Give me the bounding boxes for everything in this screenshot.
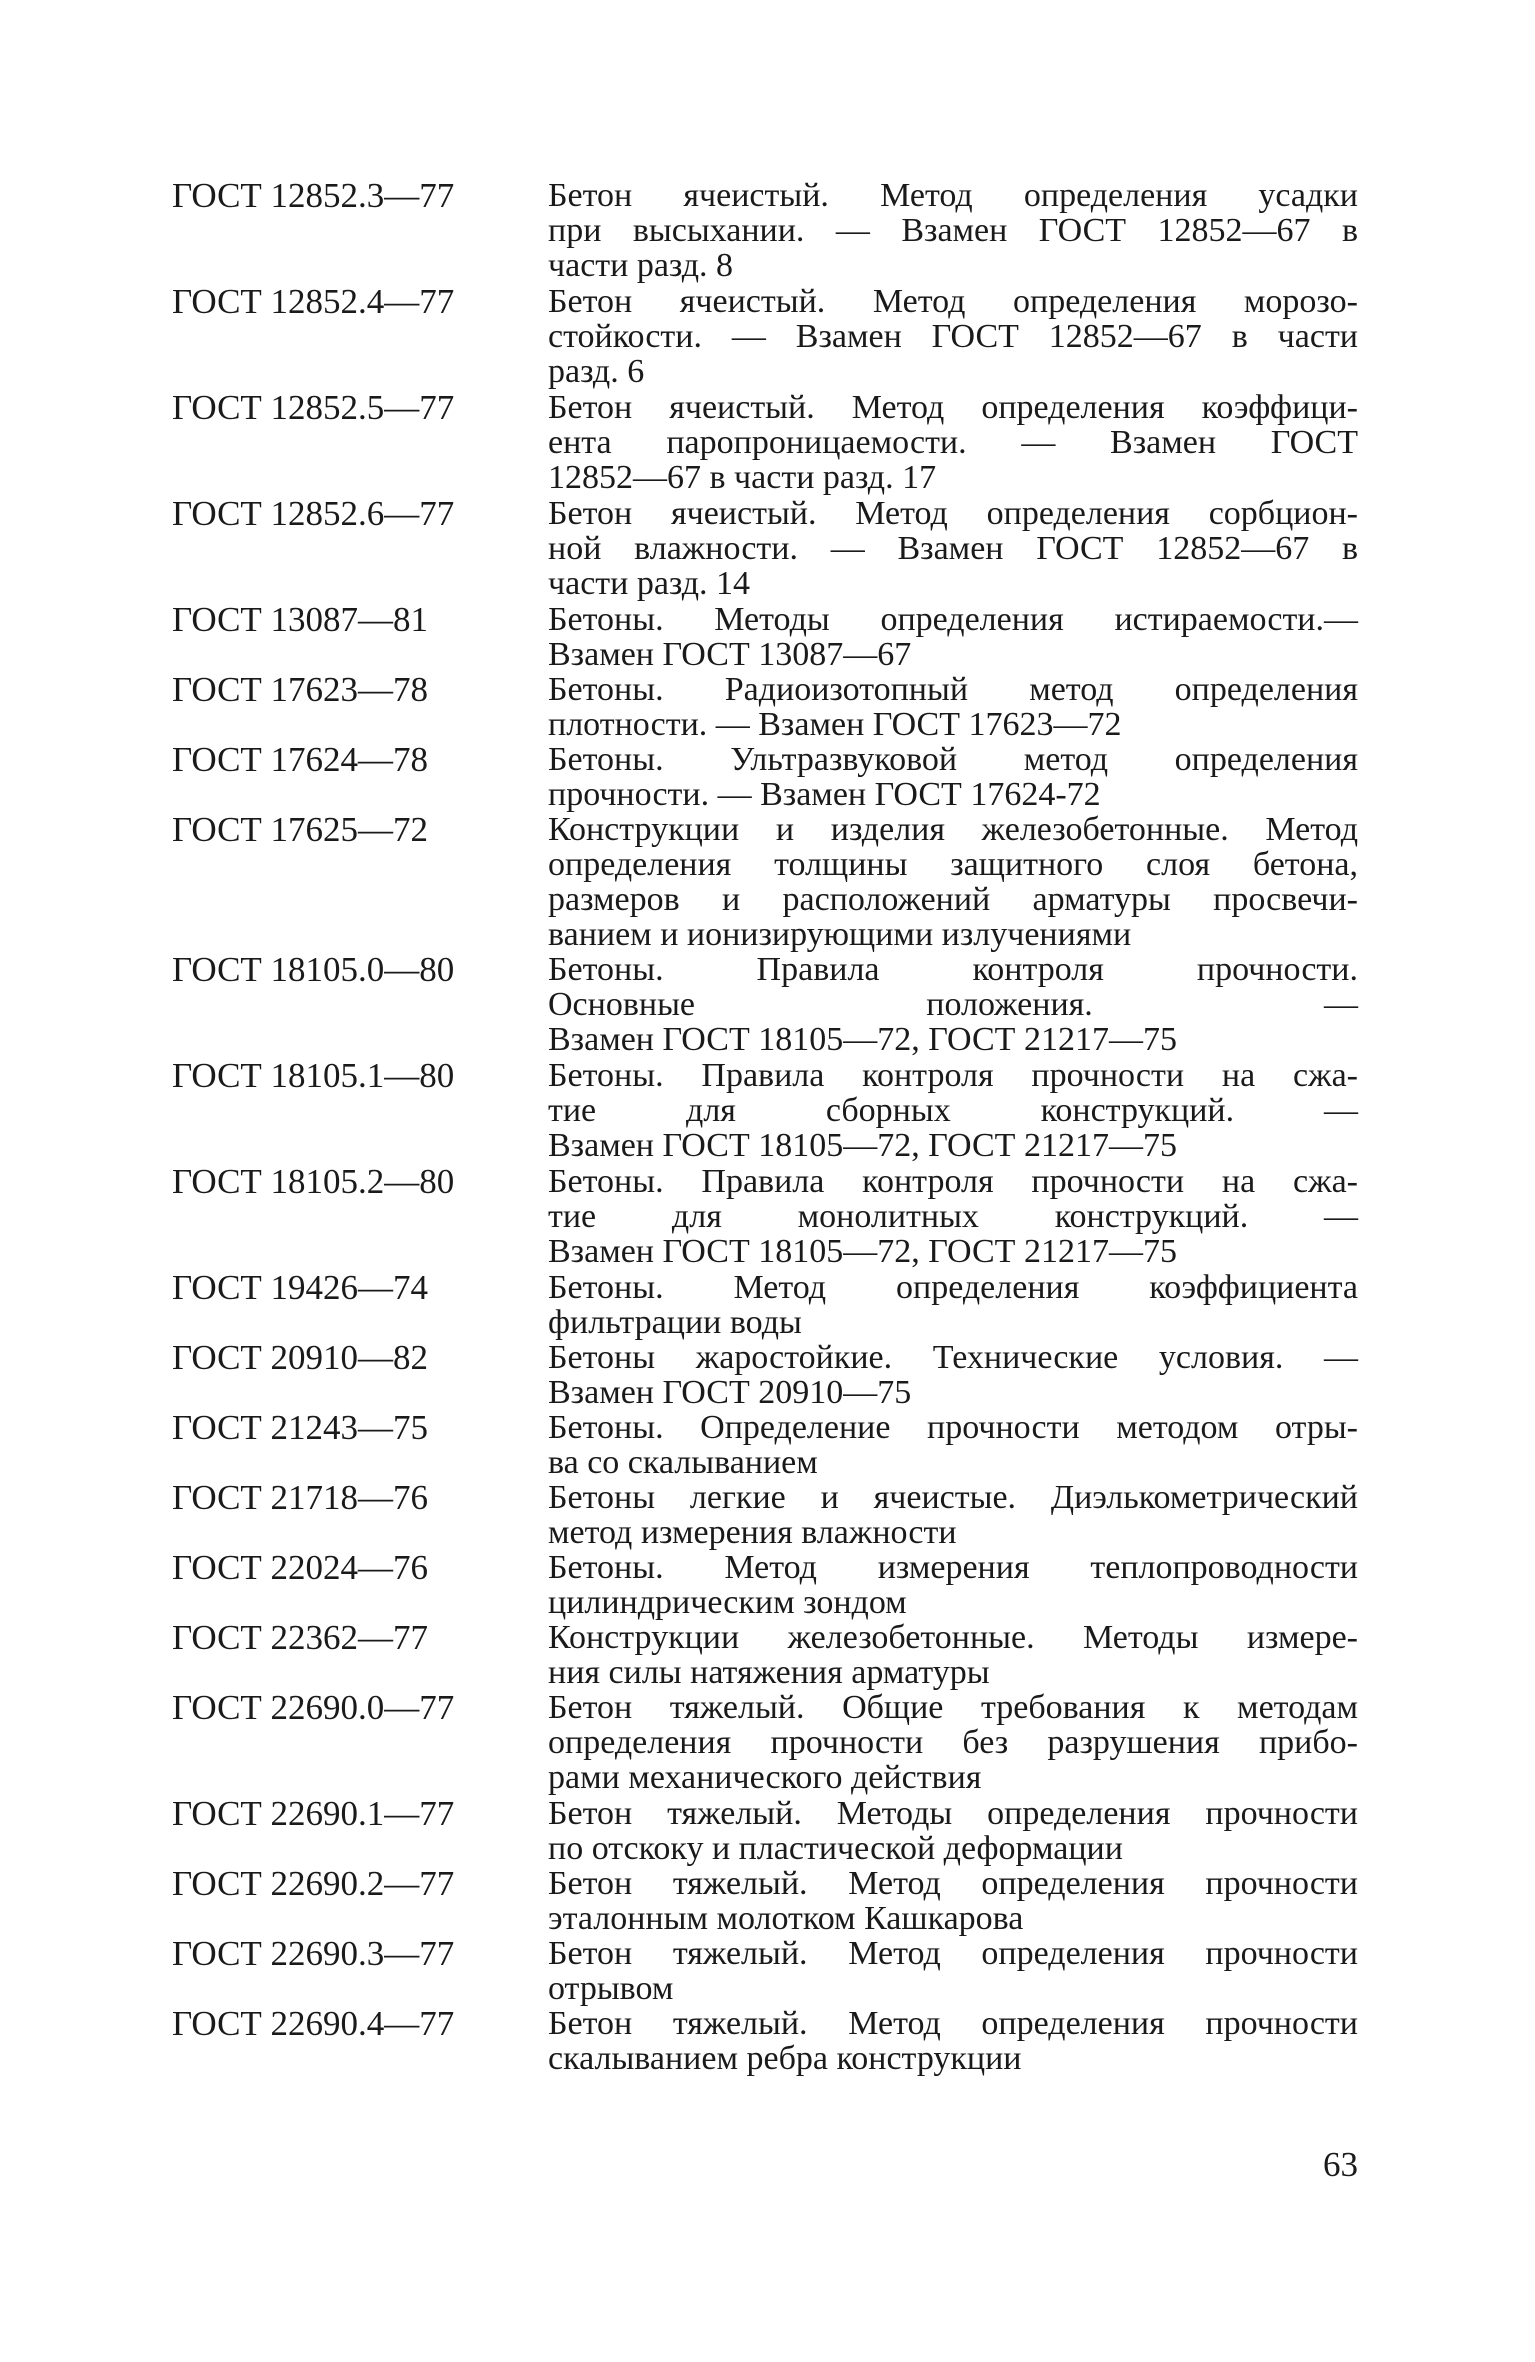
description-line: ния силы натяжения арматуры [548, 1654, 990, 1691]
description-line: ента паропроницаемости. — Взамен ГОСТ [548, 424, 1358, 461]
description-line: Бетон ячеистый. Метод определения коэффици- [548, 389, 1358, 426]
description-line: эталонным молотком Кашкарова [548, 1900, 1024, 1937]
standard-description [548, 742, 1358, 812]
standard-description [548, 390, 1358, 495]
standard-description [548, 602, 1358, 672]
description-line: Бетоны. Радиоизотопный метод определения [548, 671, 1358, 708]
standard-description [548, 1164, 1358, 1269]
standard-code: ГОСТ 17624—78 [172, 740, 429, 779]
description-line: Бетоны. Методы определения истираемости.— [548, 601, 1358, 638]
description-line: Бетоны. Метод измерения теплопроводности [548, 1549, 1358, 1586]
standard-description [548, 1936, 1358, 2006]
description-line: Бетон тяжелый. Метод определения прочности [548, 1935, 1358, 1972]
standard-code: ГОСТ 18105.2—80 [172, 1162, 455, 1201]
standard-description [548, 1480, 1358, 1550]
standard-code: ГОСТ 20910—82 [172, 1338, 429, 1377]
description-line: Бетоны. Правила контроля прочности. [548, 951, 1358, 988]
description-line: определения прочности без разрушения прибо- [548, 1724, 1358, 1761]
page-number: 63 [1323, 2145, 1358, 2184]
standard-description [548, 812, 1358, 952]
standard-description [548, 284, 1358, 389]
standard-code: ГОСТ 12852.4—77 [172, 282, 455, 321]
description-line: Бетоны. Правила контроля прочности на сжа- [548, 1163, 1358, 1200]
standard-code: ГОСТ 22024—76 [172, 1548, 429, 1587]
standard-description [548, 1550, 1358, 1620]
description-line: Бетон тяжелый. Метод определения прочности [548, 2005, 1358, 2042]
standard-description [548, 1058, 1358, 1163]
standard-code: ГОСТ 18105.1—80 [172, 1056, 455, 1095]
description-line: Бетоны легкие и ячеистые. Диэлькометрический [548, 1479, 1358, 1516]
description-line: ной влажности. — Взамен ГОСТ 12852—67 в [548, 530, 1358, 567]
standard-code: ГОСТ 12852.5—77 [172, 388, 455, 427]
standard-description [548, 496, 1358, 601]
description-line: ва со скалыванием [548, 1444, 818, 1481]
standard-description [548, 1340, 1358, 1410]
description-line: фильтрации воды [548, 1304, 802, 1341]
description-line: размеров и расположений арматуры просвечи- [548, 881, 1358, 918]
description-line: Взамен ГОСТ 13087—67 [548, 636, 912, 673]
description-line: разд. 6 [548, 353, 645, 390]
standard-code: ГОСТ 22690.2—77 [172, 1864, 455, 1903]
description-line: Бетоны жаростойкие. Технические условия. — [548, 1339, 1358, 1376]
description-line: Бетон тяжелый. Методы определения прочности [548, 1795, 1358, 1832]
description-line: Бетоны. Ультразвуковой метод определения [548, 741, 1358, 778]
description-line: Взамен ГОСТ 20910—75 [548, 1374, 912, 1411]
description-line: скалыванием ребра конструкции [548, 2040, 1022, 2077]
standard-code: ГОСТ 12852.6—77 [172, 494, 455, 533]
description-line: Взамен ГОСТ 18105—72, ГОСТ 21217—75 [548, 1233, 1177, 1270]
standard-description [548, 1796, 1358, 1866]
standard-description [548, 1410, 1358, 1480]
standard-description [548, 2006, 1358, 2076]
description-line: Бетон ячеистый. Метод определения усадки [548, 177, 1358, 214]
description-line: Бетоны. Определение прочности методом отры- [548, 1409, 1358, 1446]
description-line: по отскоку и пластической деформации [548, 1830, 1123, 1867]
description-line: Бетон тяжелый. Общие требования к методам [548, 1689, 1358, 1726]
description-line: прочности. — Взамен ГОСТ 17624-72 [548, 776, 1101, 813]
description-line: Взамен ГОСТ 18105—72, ГОСТ 21217—75 [548, 1021, 1177, 1058]
standard-code: ГОСТ 21718—76 [172, 1478, 429, 1517]
standard-code: ГОСТ 21243—75 [172, 1408, 429, 1447]
description-line: части разд. 8 [548, 247, 734, 284]
standard-code: ГОСТ 13087—81 [172, 600, 429, 639]
standard-code: ГОСТ 22690.3—77 [172, 1934, 455, 1973]
description-line: Основные положения. — [548, 986, 1358, 1023]
description-line: тие для сборных конструкций. — [548, 1092, 1358, 1129]
standard-description [548, 1620, 1358, 1690]
standard-description [548, 1270, 1358, 1340]
description-line: 12852—67 в части разд. 17 [548, 459, 937, 496]
description-line: Конструкции железобетонные. Методы измере- [548, 1619, 1358, 1656]
description-line: Бетон ячеистый. Метод определения сорбцион- [548, 495, 1358, 532]
description-line: цилиндрическим зондом [548, 1584, 907, 1621]
description-line: Конструкции и изделия железобетонные. Метод [548, 811, 1358, 848]
standard-code: ГОСТ 17625—72 [172, 810, 429, 849]
description-line: определения толщины защитного слоя бетона, [548, 846, 1358, 883]
standard-code: ГОСТ 17623—78 [172, 670, 429, 709]
standard-description [548, 952, 1358, 1057]
description-line: при высыхании. — Взамен ГОСТ 12852—67 в [548, 212, 1358, 249]
description-line: ванием и ионизирующими излучениями [548, 916, 1132, 953]
description-line: плотности. — Взамен ГОСТ 17623—72 [548, 706, 1122, 743]
standard-code: ГОСТ 22690.0—77 [172, 1688, 455, 1727]
description-line: части разд. 14 [548, 565, 751, 602]
description-line: Взамен ГОСТ 18105—72, ГОСТ 21217—75 [548, 1127, 1177, 1164]
standard-code: ГОСТ 22690.4—77 [172, 2004, 455, 2043]
description-line: Бетоны. Правила контроля прочности на сжа- [548, 1057, 1358, 1094]
standard-description [548, 178, 1358, 283]
standard-code: ГОСТ 12852.3—77 [172, 176, 455, 215]
description-line: рами механического действия [548, 1759, 982, 1796]
standard-description [548, 672, 1358, 742]
description-line: отрывом [548, 1970, 674, 2007]
description-line: стойкости. — Взамен ГОСТ 12852—67 в части [548, 318, 1358, 355]
standard-description [548, 1690, 1358, 1795]
description-line: Бетоны. Метод определения коэффициента [548, 1269, 1358, 1306]
standard-code: ГОСТ 22690.1—77 [172, 1794, 455, 1833]
description-line: Бетон ячеистый. Метод определения морозо- [548, 283, 1358, 320]
standard-description [548, 1866, 1358, 1936]
description-line: Бетон тяжелый. Метод определения прочности [548, 1865, 1358, 1902]
description-line: метод измерения влажности [548, 1514, 957, 1551]
standard-code: ГОСТ 19426—74 [172, 1268, 429, 1307]
standard-code: ГОСТ 18105.0—80 [172, 950, 455, 989]
description-line: тие для монолитных конструкций. — [548, 1198, 1358, 1235]
standard-code: ГОСТ 22362—77 [172, 1618, 429, 1657]
